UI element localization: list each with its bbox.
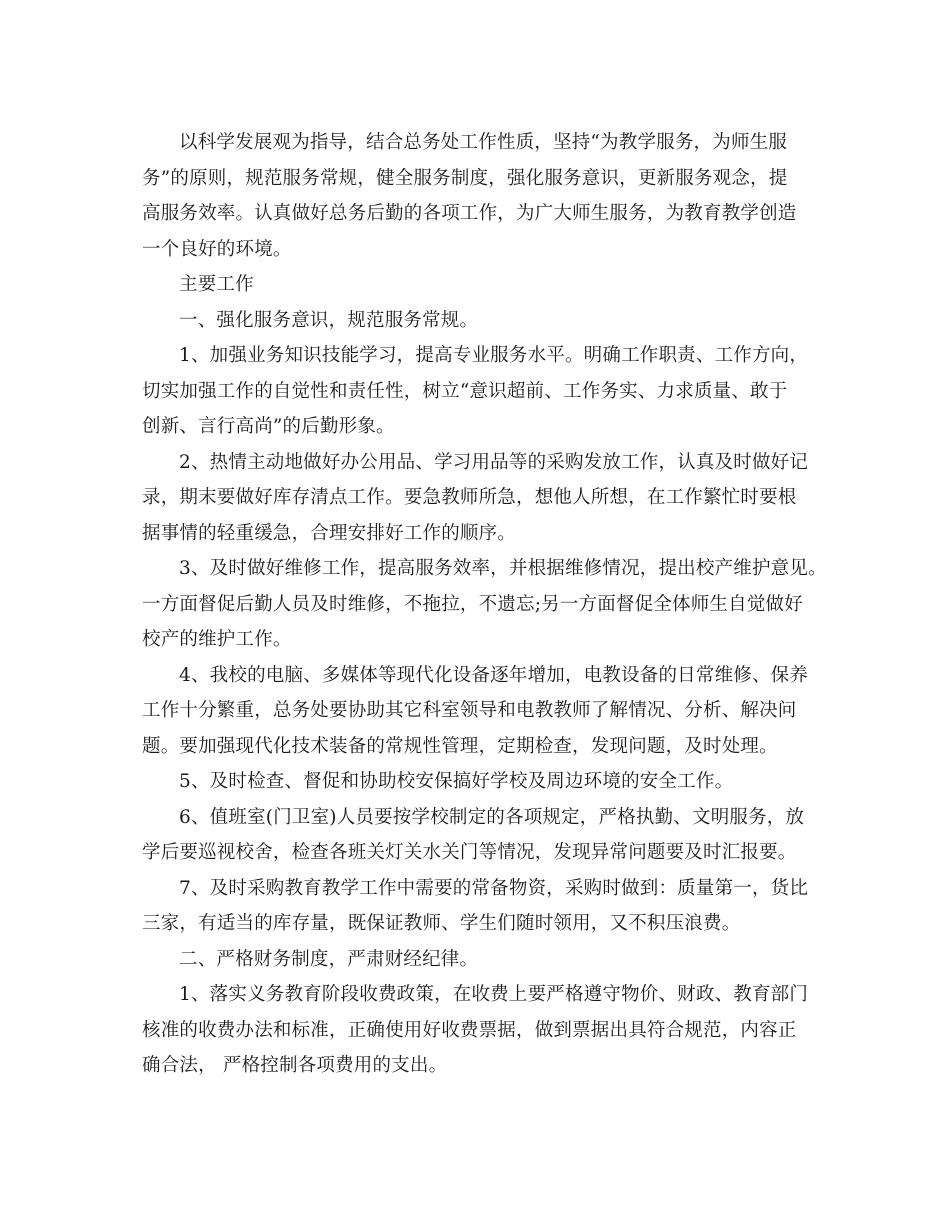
text-line: 据事情的轻重缓急，合理安排好工作的顺序。 (142, 522, 517, 544)
paragraph (142, 942, 822, 978)
text-line: 三家，有适当的库存量，既保证教师、学生们随时领用，又不积压浪费。 (142, 913, 741, 934)
paragraph (142, 445, 822, 552)
text-line: 高服务效率。认真做好总务后勤的各项工作，为广大师生服务，为教育教学创造 (142, 203, 797, 224)
text-line: 4、我校的电脑、多媒体等现代化设备逐年增加，电教设备的日常维修、保养 (179, 664, 809, 686)
paragraph (142, 303, 822, 339)
paragraph (142, 800, 822, 871)
text-line: 1、落实义务教育阶段收费政策，在收费上要严格遵守物价、财政、教育部门 (179, 984, 809, 1005)
text-line: 二、严格财务制度，严肃财经纪律。 (179, 948, 479, 970)
text-line: 5、及时检查、督促和协助校安保搞好学校及周边环境的安全工作。 (179, 771, 734, 792)
paragraph (142, 977, 822, 1084)
text-line: 以科学发展观为指导，结合总务处工作性质，坚持“为教学服务，为师生服 (179, 132, 788, 153)
paragraph (142, 764, 822, 800)
text-line: 切实加强工作的自觉性和责任性，树立“意识超前、工作务实、力求质量、敢于 (142, 380, 788, 402)
text-line: 务”的原则，规范服务常规，健全服务制度，强化服务意识，更新服务观念，提 (142, 167, 788, 189)
text-line: 7、及时采购教育教学工作中需要的常备物资，采购时做到：质量第一，货比 (179, 877, 809, 899)
text-line: 学后要巡视校舍，检查各班关灯关水关门等情况，发现异常问题要及时汇报要。 (142, 842, 797, 863)
text-line: 一个良好的环境。 (142, 238, 292, 260)
paragraph (142, 338, 822, 445)
paragraph (142, 551, 827, 658)
text-line: 6、值班室(门卫室)人员要按学校制定的各项规定，严格执勤、文明服务，放 (179, 806, 805, 828)
paragraph (142, 125, 822, 267)
text-line: 确合法， 严格控制各项费用的支出。 (142, 1055, 448, 1076)
text-line: 3、及时做好维修工作，提高服务效率，并根据维修情况，提出校产维护意见。 (179, 558, 827, 579)
text-line: 录，期末要做好库存清点工作。要急教师所急，想他人所想，在工作繁忙时要根 (142, 487, 797, 508)
text-line: 工作十分繁重，总务处要协助其它科室领导和电教教师了解情况、分析、解决问 (142, 700, 797, 721)
text-line: 核准的收费办法和标准，正确使用好收费票据，做到票据出具符合规范，内容正 (142, 1019, 797, 1041)
text-line: 1、加强业务知识技能学习，提高专业服务水平。明确工作职责、工作方向， (179, 345, 809, 366)
text-line: 校产的维护工作。 (142, 629, 292, 650)
text-line: 一方面督促后勤人员及时维修，不拖拉，不遗忘;另一方面督促全体师生自觉做好 (142, 593, 803, 615)
text-line: 创新、言行高尚”的后勤形象。 (142, 416, 395, 437)
document-body (142, 125, 827, 1084)
text-line: 主要工作 (179, 274, 254, 295)
text-line: 2、热情主动地做好办公用品、学习用品等的采购发放工作，认真及时做好记 (179, 451, 809, 473)
paragraph (142, 871, 822, 942)
paragraph (142, 658, 822, 765)
text-line: 题。要加强现代化技术装备的常规性管理，定期检查，发现问题，及时处理。 (142, 735, 778, 757)
text-line: 一、强化服务意识，规范服务常规。 (179, 309, 479, 331)
paragraph (142, 267, 822, 303)
